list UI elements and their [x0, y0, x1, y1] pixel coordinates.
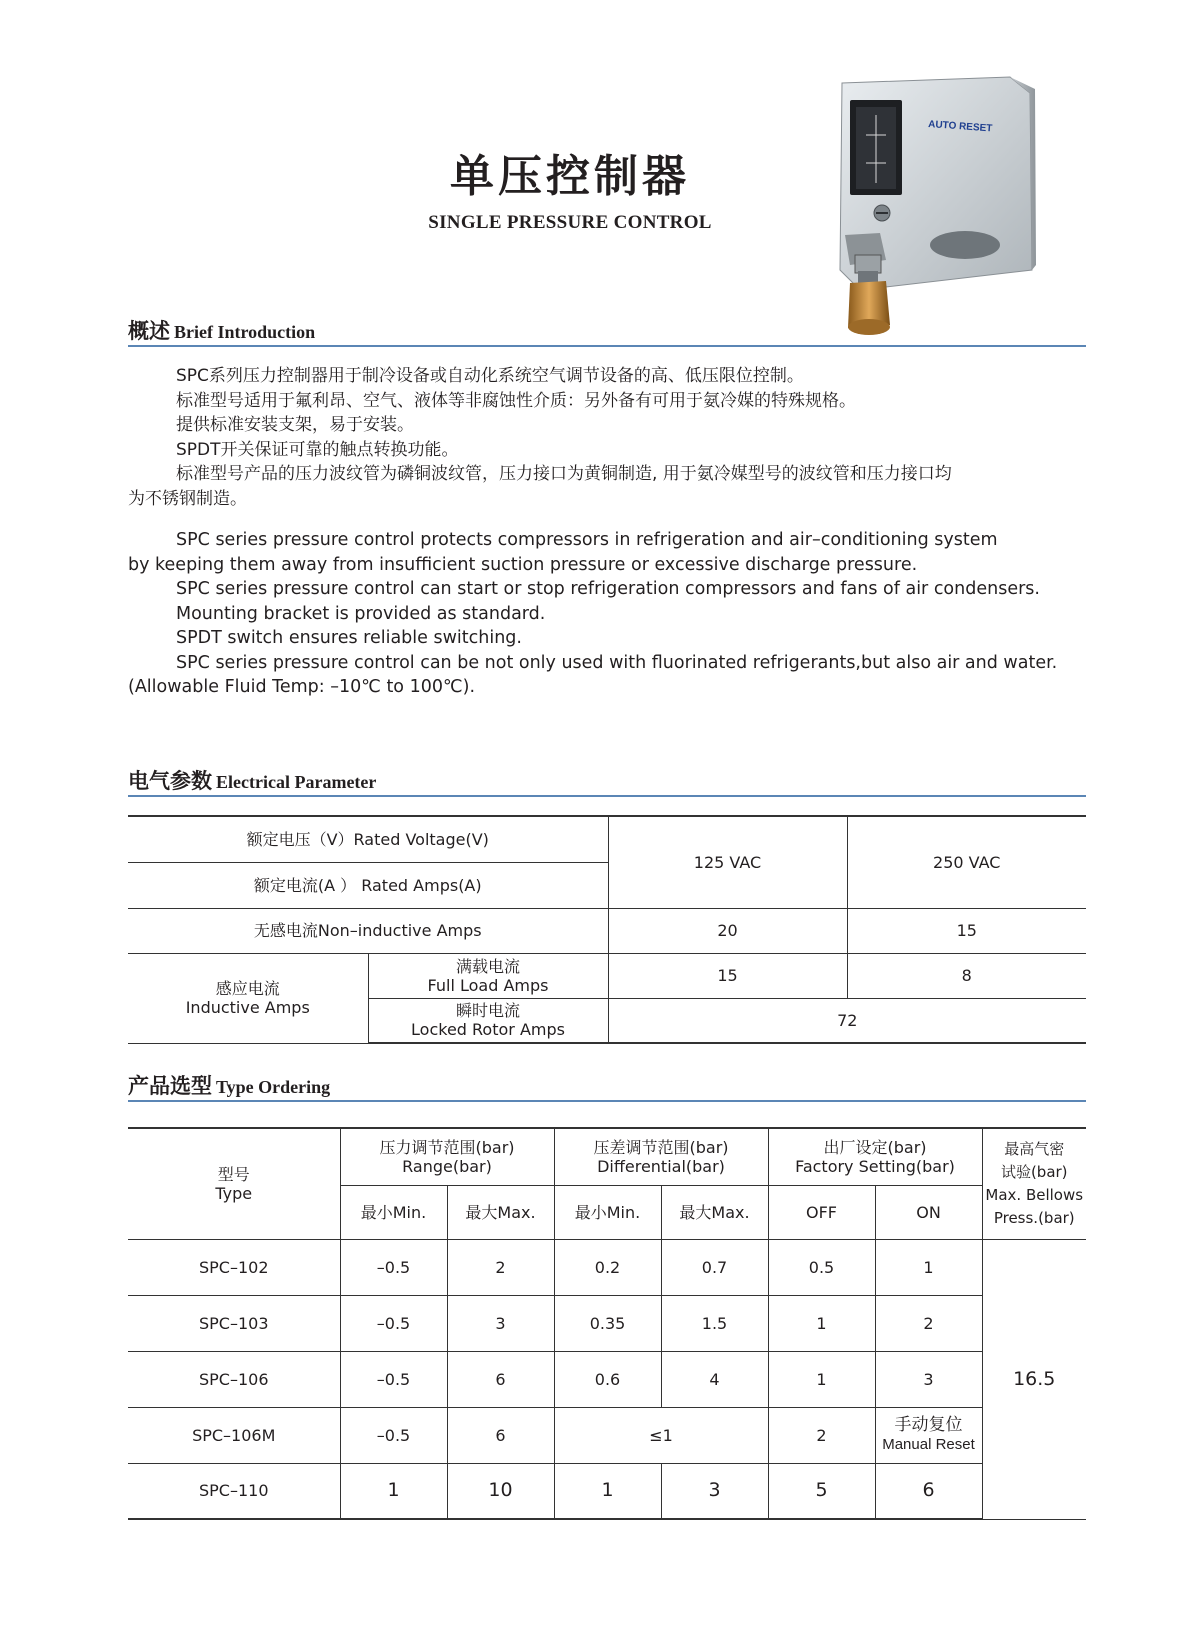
off-header: OFF [768, 1185, 875, 1239]
diff-min-cell: 0.6 [554, 1351, 661, 1407]
voltage-125-cell: 125 VAC [608, 816, 847, 908]
factory-setting-header [768, 1128, 982, 1185]
ordering-heading-en: Type Ordering [216, 1077, 331, 1097]
ordering-heading-zh: 产品选型 [128, 1073, 212, 1098]
differential-header-zh: 压差调节范围(bar) [593, 1137, 729, 1157]
off-cell: 0.5 [768, 1239, 875, 1295]
fullload-250-cell: 8 [847, 953, 1086, 998]
section-heading-ordering [128, 1070, 1086, 1102]
table-row [128, 1407, 1086, 1463]
range-header-zh: 压力调节范围(bar) [379, 1137, 515, 1157]
range-min-cell: 1 [340, 1463, 447, 1519]
electrical-heading-en: Electrical Parameter [216, 772, 377, 792]
bellows-header-en1: Max. Bellows [985, 1185, 1084, 1204]
type-header-zh: 型号 [217, 1164, 250, 1184]
intro-en-line: SPC series pressure control can start or stop refrigeration compressors and fans of air condensers. [176, 579, 1040, 599]
range-header-en: Range(bar) [402, 1156, 492, 1176]
range-max-cell: 6 [447, 1351, 554, 1407]
intro-en-line: by keeping them away from insufficient suction pressure or excessive discharge pressure. [128, 554, 918, 575]
diff-min-cell: 0.35 [554, 1295, 661, 1351]
differential-header-en: Differential(bar) [597, 1156, 725, 1176]
diff-max-header: 最大Max. [661, 1185, 768, 1239]
inductive-label-zh: 感应电流 [215, 979, 280, 998]
intro-zh-line: 为不锈钢制造。 [128, 488, 247, 509]
off-cell: 2 [768, 1407, 875, 1463]
range-max-cell: 10 [447, 1463, 554, 1519]
range-max-cell: 3 [447, 1295, 554, 1351]
noninductive-250-cell: 15 [847, 908, 1086, 953]
intro-english-text [128, 528, 1098, 700]
type-cell: SPC–102 [128, 1239, 340, 1295]
intro-zh-line: 标准型号产品的压力波纹管为磷铜波纹管，压力接口为黄铜制造, 用于氨冷媒型号的波纹管和压力接口均 [176, 464, 952, 484]
intro-chinese-text [128, 364, 1098, 511]
range-max-cell: 6 [447, 1407, 554, 1463]
lockedrotor-label-en: Locked Rotor Amps [411, 1020, 565, 1040]
diff-cell: ≤1 [554, 1407, 768, 1463]
page-subtitle: SINGLE PRESSURE CONTROL [428, 212, 712, 233]
diff-min-cell: 0.2 [554, 1239, 661, 1295]
bellows-header-en2: Press.(bar) [993, 1208, 1075, 1227]
rated-voltage-label: 额定电压（V）Rated Voltage(V) [128, 816, 608, 862]
noninductive-125-cell: 20 [608, 908, 847, 953]
manual-reset-en: Manual Reset [882, 1436, 975, 1453]
inductive-label [128, 953, 368, 1043]
inductive-label-en: Inductive Amps [185, 998, 310, 1017]
range-max-cell: 2 [447, 1239, 554, 1295]
range-min-cell: –0.5 [340, 1407, 447, 1463]
type-cell: SPC–106 [128, 1351, 340, 1407]
on-cell [875, 1407, 982, 1463]
intro-en-line: Mounting bracket is provided as standard. [176, 603, 546, 624]
lockedrotor-label-zh: 瞬时电流 [455, 1001, 520, 1021]
diff-min-cell: 1 [554, 1463, 661, 1519]
diff-max-cell: 3 [661, 1463, 768, 1519]
table-row [128, 1351, 1086, 1407]
intro-zh-line: 提供标准安装支架，易于安装。 [176, 415, 414, 435]
type-ordering-table [128, 1127, 1086, 1520]
diff-max-cell: 1.5 [661, 1295, 768, 1351]
noninductive-label: 无感电流Non–inductive Amps [128, 908, 608, 953]
range-min-header: 最小Min. [340, 1185, 447, 1239]
off-cell: 1 [768, 1295, 875, 1351]
diff-min-header: 最小Min. [554, 1185, 661, 1239]
section-heading-intro [128, 315, 1086, 347]
fullload-label-en: Full Load Amps [427, 975, 549, 995]
intro-en-line: (Allowable Fluid Temp: –10℃ to 100℃). [128, 677, 476, 697]
intro-zh-line: 标准型号适用于氟利昂、空气、液体等非腐蚀性介质：另外备有可用于氨冷媒的特殊规格。 [176, 390, 856, 411]
intro-en-line: SPDT switch ensures reliable switching. [176, 628, 522, 648]
on-cell: 1 [875, 1239, 982, 1295]
diff-max-cell: 0.7 [661, 1239, 768, 1295]
type-cell: SPC–103 [128, 1295, 340, 1351]
off-cell: 1 [768, 1351, 875, 1407]
type-header-en: Type [215, 1183, 253, 1203]
auto-reset-label: AUTO RESET [927, 119, 993, 135]
factory-header-zh: 出厂设定(bar) [823, 1137, 927, 1157]
voltage-250-cell: 250 VAC [847, 816, 1086, 908]
electrical-heading-zh: 电气参数 [128, 768, 212, 793]
fullload-label [368, 953, 608, 998]
table-row [128, 1463, 1086, 1519]
differential-header [554, 1128, 768, 1185]
intro-zh-line: SPDT开关保证可靠的触点转换功能。 [176, 439, 459, 460]
intro-zh-line: SPC系列压力控制器用于制冷设备或自动化系统空气调节设备的高、低压限位控制。 [176, 366, 804, 386]
intro-en-line: SPC series pressure control can be not only used with fluorinated refrigerants,but also air and water. [176, 652, 1058, 673]
manual-reset-zh: 手动复位 [894, 1415, 963, 1435]
table-row [128, 1239, 1086, 1295]
type-header [128, 1128, 340, 1239]
range-min-cell: –0.5 [340, 1295, 447, 1351]
on-cell: 2 [875, 1295, 982, 1351]
fullload-125-cell: 15 [608, 953, 847, 998]
factory-header-en: Factory Setting(bar) [795, 1156, 955, 1176]
intro-en-line: SPC series pressure control protects compressors in refrigeration and air–conditioning system [176, 530, 998, 550]
range-max-header: 最大Max. [447, 1185, 554, 1239]
lockedrotor-value-cell: 72 [608, 998, 1086, 1043]
bellows-header-zh2: 试验(bar) [1000, 1162, 1068, 1181]
on-header: ON [875, 1185, 982, 1239]
range-header [340, 1128, 554, 1185]
fullload-label-zh: 满载电流 [455, 956, 520, 976]
electrical-parameter-table [128, 815, 1086, 1044]
type-cell: SPC–106M [128, 1407, 340, 1463]
type-cell: SPC–110 [128, 1463, 340, 1519]
intro-heading-en: Brief Introduction [174, 322, 316, 342]
off-cell: 5 [768, 1463, 875, 1519]
range-min-cell: –0.5 [340, 1351, 447, 1407]
bellows-header [982, 1128, 1086, 1239]
section-heading-electrical [128, 765, 1086, 797]
table-row [128, 1295, 1086, 1351]
range-min-cell: –0.5 [340, 1239, 447, 1295]
on-cell: 6 [875, 1463, 982, 1519]
rated-amps-label: 额定电流(A ） Rated Amps(A) [128, 862, 608, 908]
intro-heading-zh: 概述 [128, 318, 170, 343]
page-title: 单压控制器 [450, 151, 690, 202]
lockedrotor-label [368, 998, 608, 1043]
bellows-header-zh1: 最高气密 [1004, 1139, 1065, 1158]
diff-max-cell: 4 [661, 1351, 768, 1407]
on-cell: 3 [875, 1351, 982, 1407]
bellows-value-cell: 16.5 [982, 1239, 1086, 1519]
